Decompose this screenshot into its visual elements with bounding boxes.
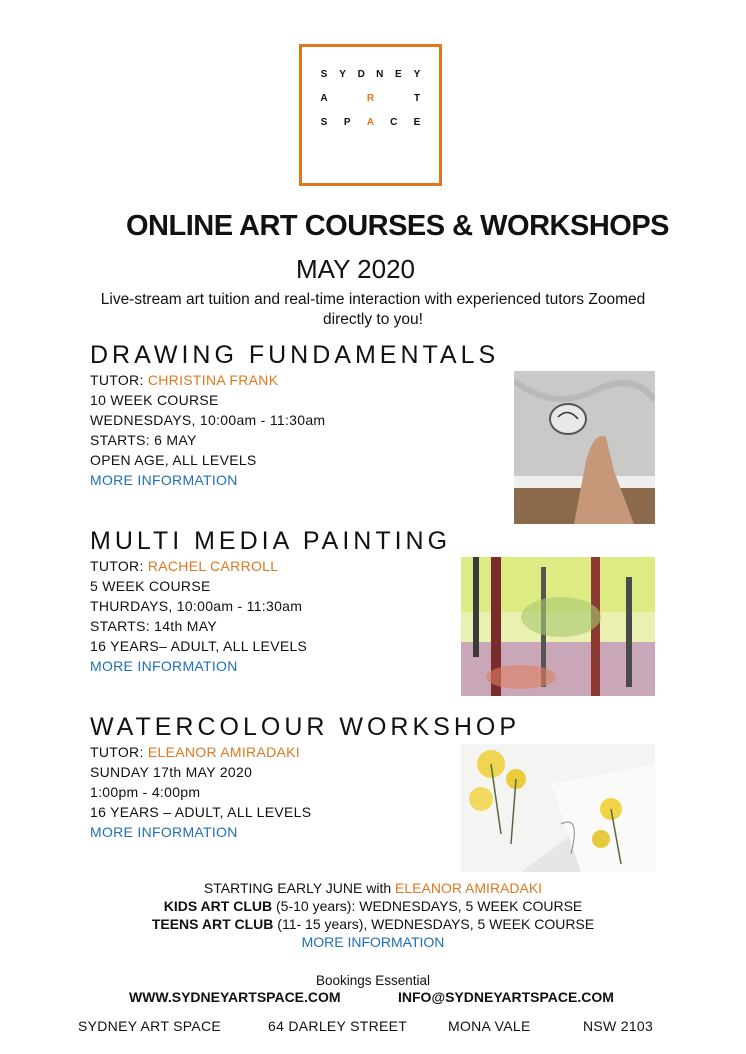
teens-art-club-details: (11- 15 years), WEDNESDAYS, 5 WEEK COURSE (273, 916, 595, 932)
bookings-essential: Bookings Essential (315, 973, 431, 988)
tutor-label: TUTOR: (90, 744, 148, 760)
logo-row-space (302, 117, 439, 128)
logo-letter: S (320, 69, 328, 80)
june-announcement (0, 880, 746, 898)
course-detail: 16 YEARS – ADULT, ALL LEVELS (90, 804, 312, 820)
page-subtitle: MAY 2020 (296, 254, 416, 284)
logo-letter: D (357, 69, 365, 80)
logo-letter: E (413, 117, 421, 128)
logo-letter: Y (413, 69, 421, 80)
logo-letter: S (320, 117, 328, 128)
course-detail: 16 YEARS– ADULT, ALL LEVELS (90, 638, 308, 654)
more-information-link[interactable]: MORE INFORMATION (90, 824, 238, 840)
june-more-information-link[interactable] (0, 934, 746, 952)
address-state-postcode: NSW 2103 (583, 1018, 654, 1034)
kids-art-club-label: KIDS ART CLUB (163, 898, 273, 914)
logo-letter: N (376, 69, 384, 80)
logo-letter: R (366, 93, 375, 104)
logo-letter: P (343, 117, 351, 128)
course-detail: 10 WEEK COURSE (90, 392, 219, 408)
course-detail: THURDAYS, 10:00am - 11:30am (90, 598, 303, 614)
logo-row-art (302, 93, 439, 104)
teens-art-club-label: TEENS ART CLUB (151, 916, 274, 932)
course-detail: 5 WEEK COURSE (90, 578, 211, 594)
email-link[interactable]: INFO@SYDNEYARTSPACE.COM (398, 989, 614, 1005)
course-detail: OPEN AGE, ALL LEVELS (90, 452, 257, 468)
logo-row-sydney (302, 69, 439, 80)
course-title-drawing: DRAWING FUNDAMENTALS (90, 341, 500, 369)
drawing-course-image (514, 371, 655, 524)
tutor-name: CHRISTINA FRANK (147, 372, 279, 388)
more-information-link[interactable]: MORE INFORMATION (90, 472, 238, 488)
tutor-name: RACHEL CARROLL (147, 558, 279, 574)
course-detail: SUNDAY 17th MAY 2020 (90, 764, 253, 780)
address-name: SYDNEY ART SPACE (78, 1018, 222, 1034)
course-detail: STARTS: 6 MAY (90, 432, 197, 448)
tutor-name: ELEANOR AMIRADAKI (147, 744, 300, 760)
course-tutor-line (90, 556, 278, 576)
intro-text: Live-stream art tuition and real-time interaction with experienced tutors Zoomed directly to you! (100, 291, 646, 328)
sydney-art-space-logo (299, 44, 442, 186)
painting-course-image (461, 557, 655, 696)
logo-letter: C (390, 117, 398, 128)
teens-art-club-line (0, 916, 746, 934)
page-title: ONLINE ART COURSES & WORKSHOPS (126, 210, 670, 242)
tutor-label: TUTOR: (90, 372, 148, 388)
logo-letter: A (366, 117, 375, 128)
logo-letter: E (395, 69, 402, 80)
course-title-watercolour: WATERCOLOUR WORKSHOP (90, 713, 521, 741)
kids-art-club-line (0, 898, 746, 916)
tutor-label: TUTOR: (90, 558, 148, 574)
course-title-multimedia: MULTI MEDIA PAINTING (90, 527, 452, 555)
address-street: 64 DARLEY STREET (268, 1018, 408, 1034)
kids-art-club-details: (5-10 years): WEDNESDAYS, 5 WEEK COURSE (272, 898, 583, 914)
address-suburb: MONA VALE (448, 1018, 531, 1034)
more-information-link[interactable]: MORE INFORMATION (90, 658, 238, 674)
course-tutor-line (90, 370, 278, 390)
website-link[interactable]: WWW.SYDNEYARTSPACE.COM (129, 989, 341, 1005)
logo-letter: T (413, 93, 421, 104)
watercolour-course-image (461, 744, 655, 872)
june-more-information-text[interactable]: MORE INFORMATION (301, 934, 445, 950)
course-detail: WEDNESDAYS, 10:00am - 11:30am (90, 412, 326, 428)
logo-letter: Y (339, 69, 346, 80)
course-tutor-line (90, 742, 300, 762)
course-detail: STARTS: 14th MAY (90, 618, 217, 634)
june-tutor-name: ELEANOR AMIRADAKI (395, 880, 543, 896)
course-detail: 1:00pm - 4:00pm (90, 784, 201, 800)
june-prefix: STARTING EARLY JUNE with (203, 880, 396, 896)
logo-letter: A (320, 93, 328, 104)
